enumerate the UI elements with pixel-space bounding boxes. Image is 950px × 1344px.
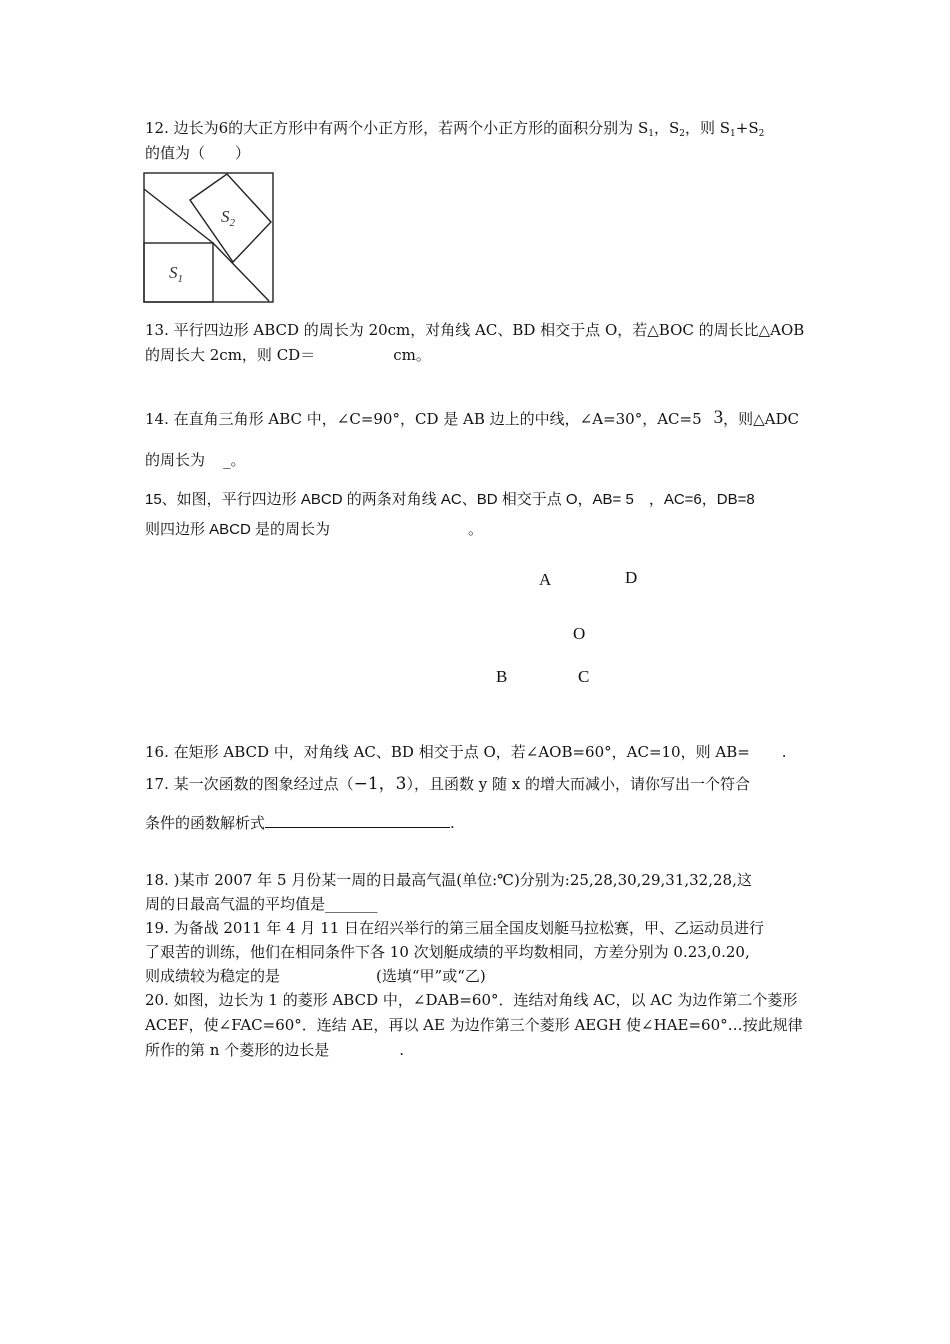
q14-line1-c: ，则△ADC [723, 410, 799, 428]
q17-answer-blank [265, 813, 450, 828]
q17-line2 [145, 813, 455, 833]
q18-line2: 周的日最高气温的平均值是_______ [145, 895, 378, 913]
q12-text-d: +S [735, 119, 759, 137]
q17-line1 [145, 774, 750, 794]
diagonal-lower [213, 243, 269, 301]
q12-line1 [145, 118, 764, 144]
q15-label-d: D [625, 568, 638, 587]
s2-label: $S_2$ [221, 207, 235, 229]
q16-line1-a: 16. 在矩形 ABCD 中，对角线 AC、BD 相交于点 O，若∠AOB=60°，AC=10，则 AB= [145, 743, 750, 761]
q17-point: −1，3 [353, 774, 407, 794]
q12-line2: 的值为（ ） [145, 144, 251, 162]
q17-line1-c: ），且函数 y 随 x 的增大而减小，请你写出一个符合 [406, 775, 751, 793]
q14-line2-a: 的周长为 [145, 451, 206, 469]
q12-text-b: ，S [653, 119, 680, 137]
q15-label-o: O [573, 624, 586, 643]
q15-line2-b: 。 [468, 521, 484, 538]
q19-line3-b: (选填“甲”或“乙) [376, 967, 486, 985]
outer-square [144, 173, 273, 302]
q14-sqrt-value: 3 [713, 407, 724, 428]
q20-line3 [145, 1040, 404, 1060]
q14-line2-b: _。 [223, 451, 246, 469]
q15-label-b: B [496, 667, 508, 686]
q13-line2 [145, 345, 431, 365]
q15-line1: 15、如图，平行四边形 ABCD 的两条对角线 AC、BD 相交于点 O，AB= 5 ，AC=6，DB=8 [145, 491, 755, 508]
diagonal-upper [144, 189, 213, 243]
q12-sub4: 2 [758, 129, 765, 139]
q19-line3 [145, 966, 486, 986]
q19-line3-a: 则成绩较为稳定的是 [145, 967, 281, 985]
q18-line1: 18. )某市 2007 年 5 月份某一周的日最高气温(单位:℃)分别为:25,28,30,29,31,32,28,这 [145, 871, 752, 889]
q13-line2-a: 的周长大 2cm，则 CD＝ [145, 346, 316, 364]
q12-text-c: ，则 S [684, 119, 731, 137]
q20-line1: 20. 如图，边长为 1 的菱形 ABCD 中，∠DAB=60°．连结对角线 AC，以 AC 为边作第二个菱形 [145, 991, 798, 1009]
q19-line1: 19. 为备战 2011 年 4 月 11 日在绍兴举行的第三届全国皮划艇马拉松赛，甲、乙运动员进行 [145, 919, 765, 937]
q16-line1-b: . [781, 743, 787, 761]
q15-line2 [145, 520, 483, 540]
q17-line2-b: . [450, 814, 455, 832]
q15-label-c: C [578, 667, 590, 686]
q14-line2 [145, 450, 246, 470]
q12-figure [143, 172, 275, 304]
q20-line2: ACEF，使∠FAC=60°．连结 AE，再以 AE 为边作第三个菱形 AEGH 使∠HAE=60°…按此规律 [145, 1016, 803, 1034]
q12-text-a: 12. 边长为6的大正方形中有两个小正方形，若两个小正方形的面积分别为 S [145, 119, 649, 137]
q19-line2: 了艰苦的训练，他们在相同条件下各 10 次划艇成绩的平均数相同，方差分别为 0.23,0.20, [145, 943, 750, 961]
q17-line1-a: 17. 某一次函数的图象经过点（ [145, 775, 354, 793]
q12-sub3: 1 [730, 129, 736, 139]
q15-label-a: A [539, 570, 552, 589]
q14-line1-a: 14. 在直角三角形 ABC 中，∠C=90°，CD 是 AB 边上的中线，∠A=30°，AC=5 [145, 410, 702, 428]
q17-line2-a: 条件的函数解析式 [145, 814, 266, 832]
q14-line1 [145, 408, 799, 429]
q13-line2-b: cm。 [393, 346, 431, 364]
q16-line1 [145, 742, 787, 762]
q15-line2-a: 则四边形 ABCD 是的周长为 [145, 521, 331, 538]
q12-sub2: 2 [679, 129, 685, 139]
q12-sub1: 1 [648, 129, 654, 139]
s1-label: $S_1$ [169, 263, 183, 285]
q20-line3-a: 所作的第 n 个菱形的边长是 [145, 1041, 330, 1059]
q20-line3-b: . [399, 1041, 404, 1059]
q13-line1: 13. 平行四边形 ABCD 的周长为 20cm，对角线 AC、BD 相交于点 O，若△BOC 的周长比△AOB [145, 321, 805, 339]
